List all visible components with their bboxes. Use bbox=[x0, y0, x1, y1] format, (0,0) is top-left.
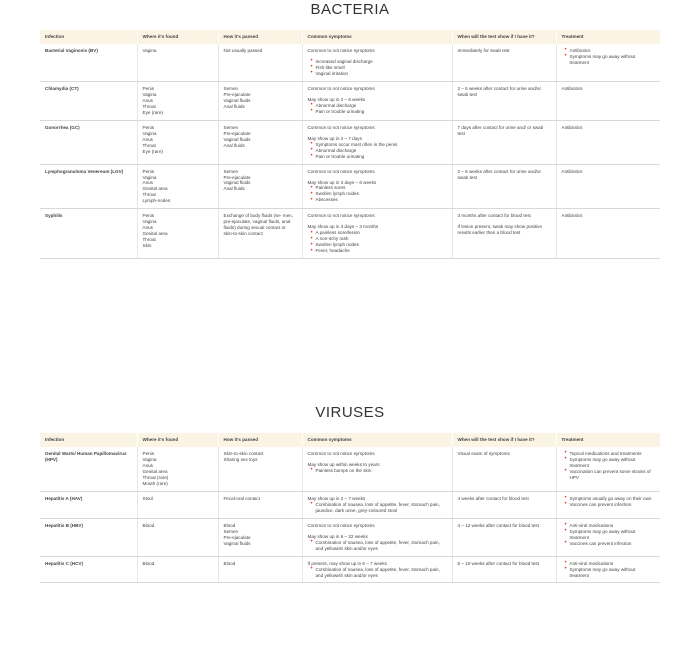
treatment-cell bbox=[556, 120, 660, 164]
found-line: Penis bbox=[142, 213, 154, 219]
passed-cell bbox=[218, 556, 302, 583]
found-line: Penis bbox=[142, 124, 154, 130]
treatment-item: • Symptoms may go away without treatment bbox=[570, 567, 656, 579]
treatment-cell bbox=[556, 81, 660, 120]
found-cell bbox=[137, 209, 218, 259]
found-cell bbox=[137, 120, 218, 164]
treatment-item: • Vaccination can prevent some strains of HPV bbox=[570, 469, 656, 481]
treatment-item: • Topical medications and treatments bbox=[570, 451, 656, 457]
table-row bbox=[40, 447, 660, 491]
found-line: Vagina bbox=[142, 219, 157, 225]
passed-line: Exchange of body fluids (se- men, pre-ejaculate, vaginal fluids, anal fluids) during sexual contact or skin-to-skin contact bbox=[223, 213, 293, 237]
infection-name: Hepatitis B (HBV) bbox=[40, 518, 137, 556]
passed-line: Pre-ejaculate bbox=[223, 91, 251, 97]
symptoms-onset: May show up within weeks to years bbox=[307, 461, 380, 467]
symptoms-intro: Common to not notice symptoms bbox=[307, 47, 375, 53]
symptom-item: • Painless sores bbox=[316, 185, 447, 191]
found-line: Eye (rare) bbox=[142, 148, 163, 154]
infection-name: Syphilis bbox=[40, 209, 137, 259]
column-header: When will the test show if I have it? bbox=[452, 30, 556, 44]
passed-cell bbox=[218, 164, 302, 209]
symptoms-intro: Common to not notice symptoms bbox=[307, 450, 375, 456]
treatment-item: • Vaccines can prevent infection bbox=[570, 541, 656, 547]
found-line: Vagina bbox=[142, 456, 157, 462]
symptom-item: • Fish-like smell bbox=[316, 65, 447, 71]
test-cell bbox=[452, 491, 556, 518]
treatment-item: • Symptoms usually go away on their own bbox=[570, 496, 656, 502]
found-line: Mouth (rare) bbox=[142, 480, 168, 486]
found-line: Vagina bbox=[142, 47, 157, 53]
symptom-item: • Combination of nausea, loss of appetite, fever, stomach pain, and yellowish skin and/or eyes bbox=[316, 567, 447, 579]
passed-line: Skin-to-skin contact bbox=[223, 450, 264, 456]
passed-cell bbox=[218, 518, 302, 556]
treatment-cell bbox=[556, 556, 660, 583]
table-row bbox=[40, 120, 660, 164]
treatment-list bbox=[562, 451, 656, 481]
passed-line: Pre-ejaculate bbox=[223, 174, 251, 180]
found-cell bbox=[137, 164, 218, 209]
symptom-item: • Symptoms occur most often in the penis bbox=[316, 142, 447, 148]
found-line: Eye (rare) bbox=[142, 109, 163, 115]
treatment-text: Antibiotics bbox=[561, 168, 583, 174]
test-timing: Visual exam of symptoms bbox=[457, 450, 510, 456]
treatment-item: • Anti-viral medications bbox=[570, 561, 656, 567]
test-timing: 2 – 6 weeks after contact for urine and/or swab test bbox=[457, 168, 541, 180]
viruses-title: VIRUSES bbox=[315, 404, 385, 421]
symptom-list bbox=[308, 230, 447, 254]
infection-name: Lymphogranuloma Venereum (LGV) bbox=[40, 164, 137, 209]
passed-line: Vaginal fluids bbox=[223, 180, 251, 186]
passed-cell bbox=[218, 81, 302, 120]
test-cell bbox=[452, 164, 556, 209]
passed-line: Vaginal fluids bbox=[223, 136, 251, 142]
test-timing: 2 – 6 weeks after contact for urine and/or swab test bbox=[457, 85, 541, 97]
symptom-item: • Abnormal discharge bbox=[316, 148, 447, 154]
test-timing: 4 weeks after contact for blood test bbox=[457, 495, 529, 501]
treatment-cell bbox=[556, 491, 660, 518]
symptoms-onset: May show up in 2 – 6 weeks bbox=[307, 96, 366, 102]
found-line: Blood bbox=[142, 560, 155, 566]
treatment-item: • Anti-viral medications bbox=[570, 523, 656, 529]
passed-line: Anal fluids bbox=[223, 142, 245, 148]
found-cell bbox=[137, 447, 218, 491]
found-line: Penis bbox=[142, 168, 154, 174]
test-cell bbox=[452, 447, 556, 491]
infection-name: Hepatitis A (HAV) bbox=[40, 491, 137, 518]
found-cell bbox=[137, 556, 218, 583]
test-timing: 5 – 10 weeks after contact for blood test bbox=[457, 560, 539, 566]
passed-line: Blood bbox=[223, 522, 236, 528]
passed-line: Vaginal fluids bbox=[223, 97, 251, 103]
treatment-list bbox=[562, 561, 656, 579]
treatment-item: • Symptoms may go away without treatment bbox=[570, 54, 656, 66]
symptom-item: • Fever, headache bbox=[316, 248, 447, 254]
column-header: When will the test show if I have it? bbox=[452, 433, 556, 447]
symptoms-cell bbox=[302, 120, 452, 164]
found-line: Genital area bbox=[142, 468, 168, 474]
table-row bbox=[40, 81, 660, 120]
bacteria-header-row bbox=[40, 30, 660, 44]
found-line: Vagina bbox=[142, 130, 157, 136]
passed-cell bbox=[218, 209, 302, 259]
found-cell bbox=[137, 44, 218, 81]
found-line: Throat bbox=[142, 103, 156, 109]
test-timing: Immediately for swab test bbox=[457, 47, 510, 53]
symptom-list bbox=[308, 468, 447, 474]
symptoms-cell bbox=[302, 44, 452, 81]
symptom-item: • Pain or trouble urinating bbox=[316, 109, 447, 115]
found-cell bbox=[137, 81, 218, 120]
treatment-list bbox=[562, 48, 656, 66]
passed-cell bbox=[218, 120, 302, 164]
symptoms-intro: Common to not notice symptoms bbox=[307, 213, 375, 219]
table-row bbox=[40, 164, 660, 209]
passed-line: Sharing sex toys bbox=[223, 456, 258, 462]
viruses-header-row bbox=[40, 433, 660, 447]
found-line: Lymph-nodes bbox=[142, 198, 171, 204]
treatment-text: Antibiotics bbox=[561, 124, 583, 130]
found-line: Vagina bbox=[142, 91, 157, 97]
treatment-text: Antibiotics bbox=[561, 213, 583, 219]
symptom-item: • Abscesses bbox=[316, 197, 447, 203]
treatment-list bbox=[562, 523, 656, 547]
symptom-item: • Abnormal discharge bbox=[316, 103, 447, 109]
table-row bbox=[40, 556, 660, 583]
symptom-item: • Vaginal irritation bbox=[316, 71, 447, 77]
viruses-table bbox=[40, 433, 660, 583]
found-line: Anus bbox=[142, 97, 153, 103]
passed-line: Semen bbox=[223, 528, 239, 534]
column-header: Common symptoms bbox=[302, 433, 452, 447]
treatment-cell bbox=[556, 44, 660, 81]
found-line: Anus bbox=[142, 180, 153, 186]
passed-line: Anal fluids bbox=[223, 103, 245, 109]
symptoms-cell bbox=[302, 164, 452, 209]
symptom-list bbox=[308, 103, 447, 115]
symptom-list bbox=[308, 540, 447, 552]
symptom-list bbox=[308, 502, 447, 514]
table-row bbox=[40, 44, 660, 81]
symptom-list bbox=[308, 185, 447, 203]
test-cell bbox=[452, 556, 556, 583]
column-header: Where it's found bbox=[137, 433, 218, 447]
passed-line: Semen bbox=[223, 124, 239, 130]
passed-line: Semen bbox=[223, 85, 239, 91]
passed-line: Semen bbox=[223, 168, 239, 174]
symptoms-intro: Common to not notice symptoms bbox=[307, 522, 375, 528]
symptom-list bbox=[308, 142, 447, 160]
column-header: How it's passed bbox=[218, 30, 302, 44]
symptom-item: • Increased vaginal discharge bbox=[316, 59, 447, 65]
symptoms-intro: Common to not notice symptoms bbox=[307, 168, 375, 174]
symptoms-onset: May show up in 2 – 7 weeks bbox=[307, 495, 366, 501]
symptoms-onset: May show up in 3 days – 3 months bbox=[307, 224, 379, 230]
found-line: Anus bbox=[142, 462, 153, 468]
bacteria-table bbox=[40, 30, 660, 259]
table-row bbox=[40, 518, 660, 556]
infection-name: Hepatitis C (HCV) bbox=[40, 556, 137, 583]
infection-name: Genital Warts/ Human Papillomavirus (HPV) bbox=[40, 447, 137, 491]
symptom-list bbox=[308, 59, 447, 77]
symptoms-onset: May show up in 3 days – 6 weeks bbox=[307, 179, 377, 185]
symptoms-cell bbox=[302, 81, 452, 120]
found-line: Skin bbox=[142, 243, 152, 249]
passed-cell bbox=[218, 44, 302, 81]
column-header: Common symptoms bbox=[302, 30, 452, 44]
symptoms-cell bbox=[302, 447, 452, 491]
symptom-item: • A non-itchy rash bbox=[316, 236, 447, 242]
found-line: Penis bbox=[142, 85, 154, 91]
column-header: Treatment bbox=[556, 433, 660, 447]
test-timing: 7 days after contact for urine and/ or swab test bbox=[457, 124, 544, 136]
symptoms-onset: May show up in 2 – 7 days bbox=[307, 135, 362, 141]
passed-line: Fecal-oral contact bbox=[223, 495, 261, 501]
passed-line: Not usually passed bbox=[223, 47, 263, 53]
symptoms-cell bbox=[302, 556, 452, 583]
found-line: Throat bbox=[142, 237, 156, 243]
passed-line: Pre-ejaculate bbox=[223, 534, 251, 540]
symptoms-cell bbox=[302, 491, 452, 518]
test-timing: 4 – 12 weeks after contact for blood test bbox=[457, 522, 539, 528]
found-line: Throat bbox=[142, 142, 156, 148]
bacteria-title: BACTERIA bbox=[310, 1, 390, 18]
found-line: Stool bbox=[142, 495, 153, 501]
symptoms-intro: Common to not notice symptoms bbox=[307, 85, 375, 91]
column-header: Where it's found bbox=[137, 30, 218, 44]
found-line: Penis bbox=[142, 450, 154, 456]
treatment-list bbox=[562, 496, 656, 508]
found-line: Anus bbox=[142, 225, 153, 231]
test-cell bbox=[452, 44, 556, 81]
passed-cell bbox=[218, 491, 302, 518]
symptoms-cell bbox=[302, 209, 452, 259]
passed-line: Pre-ejaculate bbox=[223, 130, 251, 136]
found-line: Anus bbox=[142, 136, 153, 142]
symptoms-onset: If present, may show up in 6 – 7 weeks bbox=[307, 560, 387, 566]
symptom-item: • A painless sore/lesion bbox=[316, 230, 447, 236]
treatment-cell bbox=[556, 164, 660, 209]
treatment-cell bbox=[556, 447, 660, 491]
test-timing: 3 months after contact for blood test bbox=[457, 213, 531, 219]
treatment-item: • Antibiotics bbox=[570, 48, 656, 54]
treatment-cell bbox=[556, 518, 660, 556]
treatment-item: • Symptoms may go away without treatment bbox=[570, 457, 656, 469]
symptom-list bbox=[308, 567, 447, 579]
infection-name: Gonorrhea (GC) bbox=[40, 120, 137, 164]
symptom-item: • Combination of nausea, loss of appetite, fever, stomach pain, and yellowish skin and/or eyes bbox=[316, 540, 447, 552]
found-line: Genital area bbox=[142, 231, 168, 237]
passed-line: Anal fluids bbox=[223, 186, 245, 192]
test-cell bbox=[452, 120, 556, 164]
found-line: Throat bbox=[142, 192, 156, 198]
found-cell bbox=[137, 491, 218, 518]
symptom-item: • Swollen lymph nodes bbox=[316, 191, 447, 197]
infection-name: Chlamydia (CT) bbox=[40, 81, 137, 120]
symptom-item: • Combination of nausea, loss of appetite, fever, stomach pain, jaundice, dark urine, grey-coloured stool bbox=[316, 502, 447, 514]
treatment-text: Antibiotics bbox=[561, 85, 583, 91]
symptoms-intro: Common to not notice symptoms bbox=[307, 124, 375, 130]
test-cell bbox=[452, 81, 556, 120]
symptom-item: • Swollen lymph nodes bbox=[316, 242, 447, 248]
column-header: How it's passed bbox=[218, 433, 302, 447]
passed-cell bbox=[218, 447, 302, 491]
symptoms-onset: May show up in 6 – 22 weeks bbox=[307, 533, 368, 539]
found-line: Blood bbox=[142, 522, 155, 528]
table-row bbox=[40, 491, 660, 518]
symptom-item: • Painless bumps on the skin bbox=[316, 468, 447, 474]
column-header: Treatment bbox=[556, 30, 660, 44]
column-header: Infection bbox=[40, 30, 137, 44]
symptom-item: • Pain or trouble urinating bbox=[316, 154, 447, 160]
found-cell bbox=[137, 518, 218, 556]
found-line: Throat (rare) bbox=[142, 474, 169, 480]
found-line: Vagina bbox=[142, 174, 157, 180]
treatment-cell bbox=[556, 209, 660, 259]
treatment-item: • Vaccines can prevent infection bbox=[570, 502, 656, 508]
test-cell bbox=[452, 518, 556, 556]
test-note: If lesion present, swab may show positive results earlier than a blood test bbox=[457, 224, 543, 236]
symptoms-cell bbox=[302, 518, 452, 556]
passed-line: Vaginal fluids bbox=[223, 540, 251, 546]
column-header: Infection bbox=[40, 433, 137, 447]
test-cell bbox=[452, 209, 556, 259]
table-row bbox=[40, 209, 660, 259]
treatment-item: • Symptoms may go away without treatment bbox=[570, 529, 656, 541]
found-line: Genital area bbox=[142, 186, 168, 192]
infection-name: Bacterial Vaginosis (BV) bbox=[40, 44, 137, 81]
passed-line: Blood bbox=[223, 560, 236, 566]
